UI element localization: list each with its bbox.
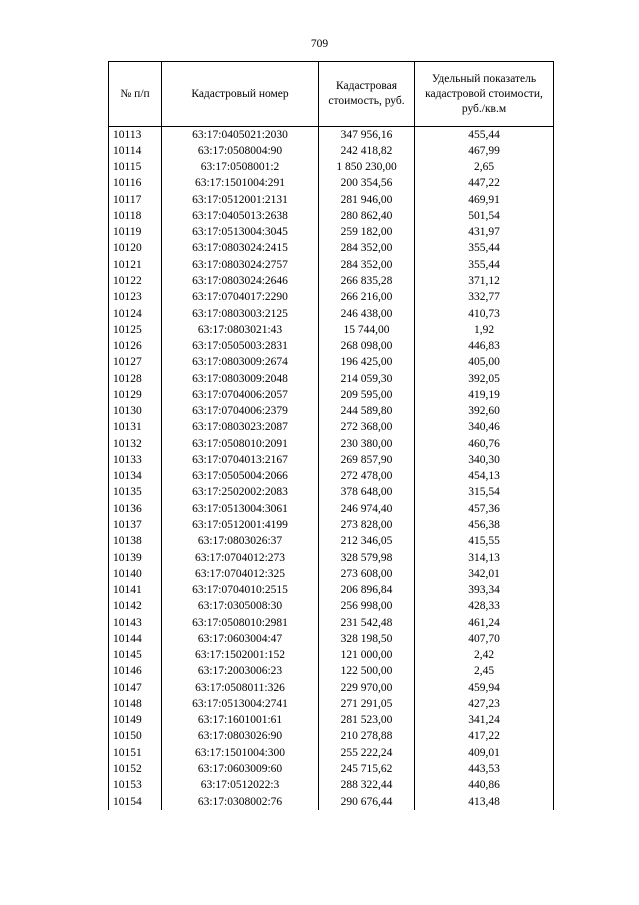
cadastral-value: 242 418,82 <box>319 143 415 159</box>
cadastral-value: 378 648,00 <box>319 484 415 500</box>
cadastral-value: 244 589,80 <box>319 403 415 419</box>
cadastral-number: 63:17:0704012:325 <box>162 566 319 582</box>
row-index: 10137 <box>109 517 162 533</box>
cadastral-number: 63:17:0803026:90 <box>162 728 319 744</box>
header-cadastral-number: Кадастровый номер <box>162 62 319 127</box>
specific-value: 2,45 <box>415 663 554 679</box>
row-index: 10140 <box>109 566 162 582</box>
row-index: 10148 <box>109 696 162 712</box>
specific-value: 454,13 <box>415 468 554 484</box>
cadastral-number: 63:17:0508001:2 <box>162 159 319 175</box>
specific-value: 455,44 <box>415 127 554 143</box>
specific-value: 314,13 <box>415 549 554 565</box>
specific-value: 332,77 <box>415 289 554 305</box>
cadastral-value: 255 222,24 <box>319 745 415 761</box>
cadastral-number: 63:17:1501004:300 <box>162 745 319 761</box>
cadastral-number: 63:17:0512001:4199 <box>162 517 319 533</box>
row-index: 10146 <box>109 663 162 679</box>
table-row <box>109 598 554 614</box>
row-index: 10123 <box>109 289 162 305</box>
cadastral-number: 63:17:0505003:2831 <box>162 338 319 354</box>
specific-value: 461,24 <box>415 614 554 630</box>
cadastral-value: 284 352,00 <box>319 240 415 256</box>
row-index: 10122 <box>109 273 162 289</box>
row-index: 10120 <box>109 240 162 256</box>
cadastral-number: 63:17:0803024:2757 <box>162 257 319 273</box>
specific-value: 342,01 <box>415 566 554 582</box>
specific-value: 355,44 <box>415 240 554 256</box>
cadastral-value: 281 523,00 <box>319 712 415 728</box>
cadastral-number: 63:17:0512001:2131 <box>162 192 319 208</box>
cadastral-number: 63:17:0513004:2741 <box>162 696 319 712</box>
table-row <box>109 501 554 517</box>
specific-value: 413,48 <box>415 793 554 809</box>
cadastral-number: 63:17:0405021:2030 <box>162 127 319 143</box>
cadastral-number: 63:17:0704006:2379 <box>162 403 319 419</box>
table-row <box>109 354 554 370</box>
table-row <box>109 370 554 386</box>
table-row <box>109 647 554 663</box>
cadastral-value: 281 946,00 <box>319 192 415 208</box>
header-specific-value: Удельный показатель кадастровой стоимости, руб./кв.м <box>415 62 554 127</box>
cadastral-value: 231 542,48 <box>319 614 415 630</box>
row-index: 10117 <box>109 192 162 208</box>
table-row <box>109 192 554 208</box>
row-index: 10119 <box>109 224 162 240</box>
cadastral-number: 63:17:1601001:61 <box>162 712 319 728</box>
cadastral-number: 63:17:0508010:2981 <box>162 614 319 630</box>
table-row <box>109 549 554 565</box>
table-row <box>109 322 554 338</box>
specific-value: 1,92 <box>415 322 554 338</box>
specific-value: 392,05 <box>415 370 554 386</box>
cadastral-number: 63:17:0704006:2057 <box>162 387 319 403</box>
cadastral-value: 280 862,40 <box>319 208 415 224</box>
row-index: 10132 <box>109 436 162 452</box>
table-row <box>109 175 554 191</box>
cadastral-number: 63:17:0704012:273 <box>162 549 319 565</box>
row-index: 10153 <box>109 777 162 793</box>
cadastral-value: 266 216,00 <box>319 289 415 305</box>
cadastral-value: 266 835,28 <box>319 273 415 289</box>
table-row <box>109 305 554 321</box>
table-row <box>109 257 554 273</box>
cadastral-table <box>108 61 554 810</box>
specific-value: 417,22 <box>415 728 554 744</box>
cadastral-number: 63:17:0508004:90 <box>162 143 319 159</box>
specific-value: 459,94 <box>415 680 554 696</box>
specific-value: 431,97 <box>415 224 554 240</box>
page-number: 709 <box>310 38 329 50</box>
cadastral-value: 209 595,00 <box>319 387 415 403</box>
table-row <box>109 517 554 533</box>
cadastral-number: 63:17:0704010:2515 <box>162 582 319 598</box>
specific-value: 446,83 <box>415 338 554 354</box>
specific-value: 315,54 <box>415 484 554 500</box>
row-index: 10128 <box>109 370 162 386</box>
row-index: 10141 <box>109 582 162 598</box>
cadastral-value: 196 425,00 <box>319 354 415 370</box>
row-index: 10135 <box>109 484 162 500</box>
table-row <box>109 387 554 403</box>
cadastral-number: 63:17:0803021:43 <box>162 322 319 338</box>
cadastral-value: 122 500,00 <box>319 663 415 679</box>
table-row <box>109 159 554 175</box>
row-index: 10115 <box>109 159 162 175</box>
cadastral-value: 214 059,30 <box>319 370 415 386</box>
table-row <box>109 224 554 240</box>
row-index: 10134 <box>109 468 162 484</box>
table-row <box>109 614 554 630</box>
table-header <box>109 62 554 127</box>
specific-value: 407,70 <box>415 631 554 647</box>
cadastral-value: 271 291,05 <box>319 696 415 712</box>
specific-value: 393,34 <box>415 582 554 598</box>
row-index: 10130 <box>109 403 162 419</box>
specific-value: 428,33 <box>415 598 554 614</box>
row-index: 10139 <box>109 549 162 565</box>
row-index: 10154 <box>109 793 162 809</box>
table-row <box>109 143 554 159</box>
cadastral-value: 1 850 230,00 <box>319 159 415 175</box>
table-row <box>109 452 554 468</box>
row-index: 10121 <box>109 257 162 273</box>
specific-value: 2,65 <box>415 159 554 175</box>
specific-value: 2,42 <box>415 647 554 663</box>
row-index: 10114 <box>109 143 162 159</box>
table-row <box>109 289 554 305</box>
specific-value: 409,01 <box>415 745 554 761</box>
cadastral-value: 210 278,88 <box>319 728 415 744</box>
table-row <box>109 680 554 696</box>
cadastral-value: 284 352,00 <box>319 257 415 273</box>
table-row <box>109 533 554 549</box>
table-row <box>109 777 554 793</box>
specific-value: 456,38 <box>415 517 554 533</box>
cadastral-number: 63:17:0704013:2167 <box>162 452 319 468</box>
cadastral-number: 63:17:0505004:2066 <box>162 468 319 484</box>
cadastral-number: 63:17:0803003:2125 <box>162 305 319 321</box>
row-index: 10143 <box>109 614 162 630</box>
row-index: 10124 <box>109 305 162 321</box>
cadastral-value: 246 974,40 <box>319 501 415 517</box>
cadastral-value: 256 998,00 <box>319 598 415 614</box>
specific-value: 355,44 <box>415 257 554 273</box>
specific-value: 460,76 <box>415 436 554 452</box>
cadastral-number: 63:17:0803023:2087 <box>162 419 319 435</box>
table-row <box>109 403 554 419</box>
specific-value: 457,36 <box>415 501 554 517</box>
cadastral-value: 328 579,98 <box>319 549 415 565</box>
table-row <box>109 761 554 777</box>
cadastral-number: 63:17:0803009:2048 <box>162 370 319 386</box>
table-row <box>109 273 554 289</box>
cadastral-value: 246 438,00 <box>319 305 415 321</box>
table-row <box>109 728 554 744</box>
specific-value: 467,99 <box>415 143 554 159</box>
table-row <box>109 436 554 452</box>
cadastral-value: 245 715,62 <box>319 761 415 777</box>
table-row <box>109 468 554 484</box>
cadastral-value: 200 354,56 <box>319 175 415 191</box>
row-index: 10113 <box>109 127 162 143</box>
table-row <box>109 745 554 761</box>
row-index: 10136 <box>109 501 162 517</box>
cadastral-number: 63:17:0305008:30 <box>162 598 319 614</box>
specific-value: 469,91 <box>415 192 554 208</box>
table-row <box>109 208 554 224</box>
row-index: 10118 <box>109 208 162 224</box>
row-index: 10145 <box>109 647 162 663</box>
cadastral-number: 63:17:0513004:3045 <box>162 224 319 240</box>
cadastral-value: 272 478,00 <box>319 468 415 484</box>
table-row <box>109 793 554 809</box>
row-index: 10138 <box>109 533 162 549</box>
cadastral-value: 288 322,44 <box>319 777 415 793</box>
specific-value: 443,53 <box>415 761 554 777</box>
cadastral-value: 121 000,00 <box>319 647 415 663</box>
specific-value: 427,23 <box>415 696 554 712</box>
table-row <box>109 127 554 143</box>
row-index: 10142 <box>109 598 162 614</box>
cadastral-value: 290 676,44 <box>319 793 415 809</box>
cadastral-number: 63:17:0508011:326 <box>162 680 319 696</box>
table-body <box>109 127 554 810</box>
cadastral-value: 212 346,05 <box>319 533 415 549</box>
cadastral-number: 63:17:0405013:2638 <box>162 208 319 224</box>
cadastral-number: 63:17:0308002:76 <box>162 793 319 809</box>
cadastral-number: 63:17:2003006:23 <box>162 663 319 679</box>
table-row <box>109 338 554 354</box>
table-row <box>109 484 554 500</box>
row-index: 10144 <box>109 631 162 647</box>
cadastral-value: 259 182,00 <box>319 224 415 240</box>
table-row <box>109 419 554 435</box>
cadastral-number: 63:17:0704017:2290 <box>162 289 319 305</box>
table-row <box>109 712 554 728</box>
cadastral-number: 63:17:2502002:2083 <box>162 484 319 500</box>
specific-value: 415,55 <box>415 533 554 549</box>
cadastral-value: 272 368,00 <box>319 419 415 435</box>
row-index: 10129 <box>109 387 162 403</box>
row-index: 10133 <box>109 452 162 468</box>
cadastral-number: 63:17:1501004:291 <box>162 175 319 191</box>
row-index: 10131 <box>109 419 162 435</box>
specific-value: 340,46 <box>415 419 554 435</box>
cadastral-number: 63:17:0603004:47 <box>162 631 319 647</box>
cadastral-number: 63:17:0513004:3061 <box>162 501 319 517</box>
row-index: 10150 <box>109 728 162 744</box>
specific-value: 410,73 <box>415 305 554 321</box>
row-index: 10152 <box>109 761 162 777</box>
cadastral-value: 273 608,00 <box>319 566 415 582</box>
specific-value: 419,19 <box>415 387 554 403</box>
specific-value: 341,24 <box>415 712 554 728</box>
specific-value: 447,22 <box>415 175 554 191</box>
cadastral-value: 273 828,00 <box>319 517 415 533</box>
header-index: № п/п <box>109 62 162 127</box>
specific-value: 392,60 <box>415 403 554 419</box>
table-row <box>109 582 554 598</box>
table-row <box>109 631 554 647</box>
row-index: 10151 <box>109 745 162 761</box>
cadastral-value: 269 857,90 <box>319 452 415 468</box>
table-row <box>109 240 554 256</box>
cadastral-value: 268 098,00 <box>319 338 415 354</box>
cadastral-number: 63:17:0508010:2091 <box>162 436 319 452</box>
specific-value: 371,12 <box>415 273 554 289</box>
specific-value: 440,86 <box>415 777 554 793</box>
table-row <box>109 663 554 679</box>
row-index: 10125 <box>109 322 162 338</box>
cadastral-value: 347 956,16 <box>319 127 415 143</box>
cadastral-number: 63:17:0512022:3 <box>162 777 319 793</box>
cadastral-number: 63:17:0803024:2646 <box>162 273 319 289</box>
cadastral-value: 229 970,00 <box>319 680 415 696</box>
cadastral-number: 63:17:0603009:60 <box>162 761 319 777</box>
table-row <box>109 566 554 582</box>
specific-value: 340,30 <box>415 452 554 468</box>
cadastral-number: 63:17:0803026:37 <box>162 533 319 549</box>
cadastral-value: 206 896,84 <box>319 582 415 598</box>
row-index: 10126 <box>109 338 162 354</box>
specific-value: 405,00 <box>415 354 554 370</box>
cadastral-number: 63:17:0803024:2415 <box>162 240 319 256</box>
row-index: 10127 <box>109 354 162 370</box>
row-index: 10149 <box>109 712 162 728</box>
row-index: 10147 <box>109 680 162 696</box>
cadastral-value: 15 744,00 <box>319 322 415 338</box>
row-index: 10116 <box>109 175 162 191</box>
specific-value: 501,54 <box>415 208 554 224</box>
cadastral-value: 328 198,50 <box>319 631 415 647</box>
table-row <box>109 696 554 712</box>
header-cadastral-value: Кадастровая стоимость, руб. <box>319 62 415 127</box>
cadastral-value: 230 380,00 <box>319 436 415 452</box>
cadastral-number: 63:17:1502001:152 <box>162 647 319 663</box>
cadastral-number: 63:17:0803009:2674 <box>162 354 319 370</box>
